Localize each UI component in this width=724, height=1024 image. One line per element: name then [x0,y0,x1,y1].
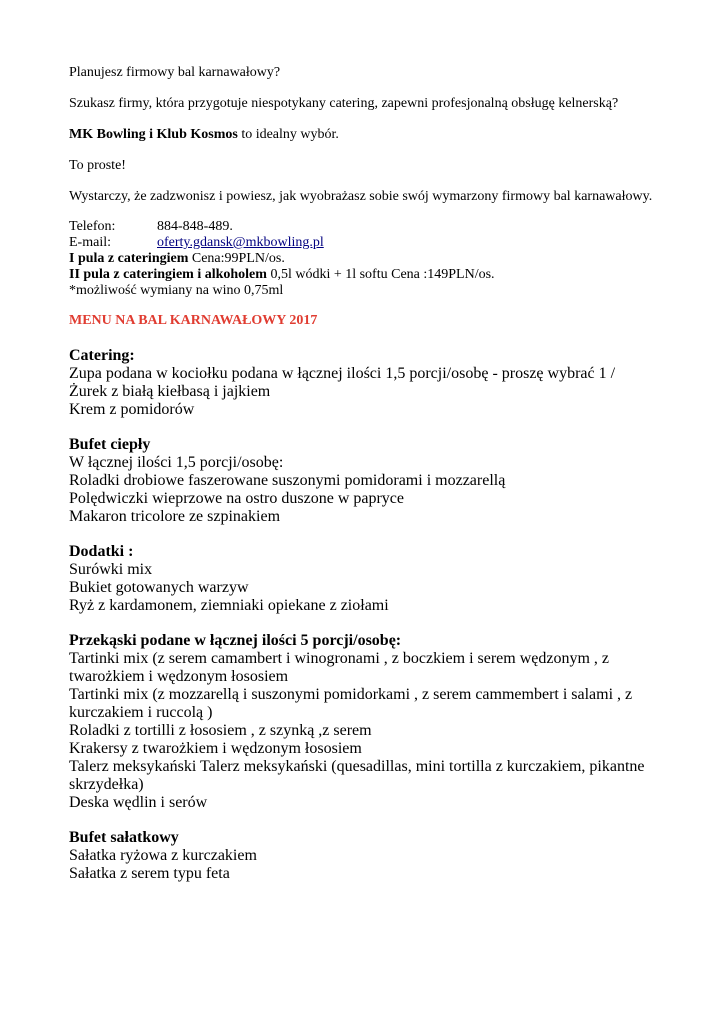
list-item: Polędwiczki wieprzowe na ostro duszone w papryce [69,490,404,507]
list-item: Tartinki mix (z mozzarellą i suszonymi pomidorkami , z serem cammembert i salami , z kurczakiem i ruccolą ) [69,686,633,721]
list-item: Zupa podana w kociołku podana w łącznej ilości 1,5 porcji/osobę - proszę wybrać 1 / [69,365,616,382]
intro-company-line [69,126,669,144]
section-title-bufet-cieply: Bufet ciepły [69,436,151,453]
email-link[interactable]: oferty.gdansk@mkbowling.pl [157,235,324,250]
phone-value: 884-848-489. [157,219,233,234]
price-pool-2 [69,267,669,283]
email-row [69,235,669,251]
list-item: Makaron tricolore ze szpinakiem [69,508,281,525]
phone-label: Telefon: [69,219,116,234]
pool1-name: I pula z cateringiem [69,251,189,266]
pool2-price: 0,5l wódki + 1l softu Cena :149PLN/os. [266,267,495,282]
section-title-przekaski: Przekąski podane w łącznej ilości 5 porcji/osobę: [69,632,402,649]
company-tagline: to idealny wybór. [237,127,339,142]
list-item: Bukiet gotowanych warzyw [69,579,249,596]
menu-title: MENU NA BAL KARNAWAŁOWY 2017 [69,313,318,328]
section-title-dodatki: Dodatki : [69,543,134,560]
list-item: Roladki drobiowe faszerowane suszonymi pomidorami i mozzarellą [69,472,506,489]
list-item: Sałatka z serem typu feta [69,865,230,882]
price-pool-1 [69,251,669,267]
intro-call-to-action: Wystarczy, że zadzwonisz i powiesz, jak wyobrażasz sobie swój wymarzony firmowy bal karnawałowy. [69,189,653,204]
list-item: Roladki z tortilli z łososiem , z szynką ,z serem [69,722,372,739]
wine-note: *możliwość wymiany na wino 0,75ml [69,283,284,298]
list-item: Talerz meksykański Talerz meksykański (quesadillas, mini tortilla z kurczakiem, pikantne skrzydełka) [69,758,645,793]
company-name: MK Bowling i Klub Kosmos [69,127,238,142]
email-label: E-mail: [69,235,111,250]
list-item: Żurek z białą kiełbasą i jajkiem [69,383,271,400]
section-title-catering: Catering: [69,347,135,364]
list-item: Krem z pomidorów [69,401,195,418]
pool1-price: Cena:99PLN/os. [188,251,285,266]
intro-question: Planujesz firmowy bal karnawałowy? [69,65,281,80]
document-page [69,64,669,883]
list-item: Krakersy z twarożkiem i wędzonym łososiem [69,740,362,757]
list-item: Tartinki mix (z serem camambert i winogronami , z boczkiem i serem wędzonym , z twarożkiem i wędzonym łososiem [69,650,610,685]
list-item: Surówki mix [69,561,153,578]
list-item: Ryż z kardamonem, ziemniaki opiekane z ziołami [69,597,389,614]
pool2-name: II pula z cateringiem i alkoholem [69,267,267,282]
intro-search-question: Szukasz firmy, która przygotuje niespotykany catering, zapewni profesjonalną obsługę kelnerską? [69,96,619,111]
intro-simple: To proste! [69,158,126,173]
list-item: Deska wędlin i serów [69,794,208,811]
phone-row [69,219,669,235]
list-item: W łącznej ilości 1,5 porcji/osobę: [69,454,284,471]
list-item: Sałatka ryżowa z kurczakiem [69,847,257,864]
section-title-bufet-salatkowy: Bufet sałatkowy [69,829,179,846]
